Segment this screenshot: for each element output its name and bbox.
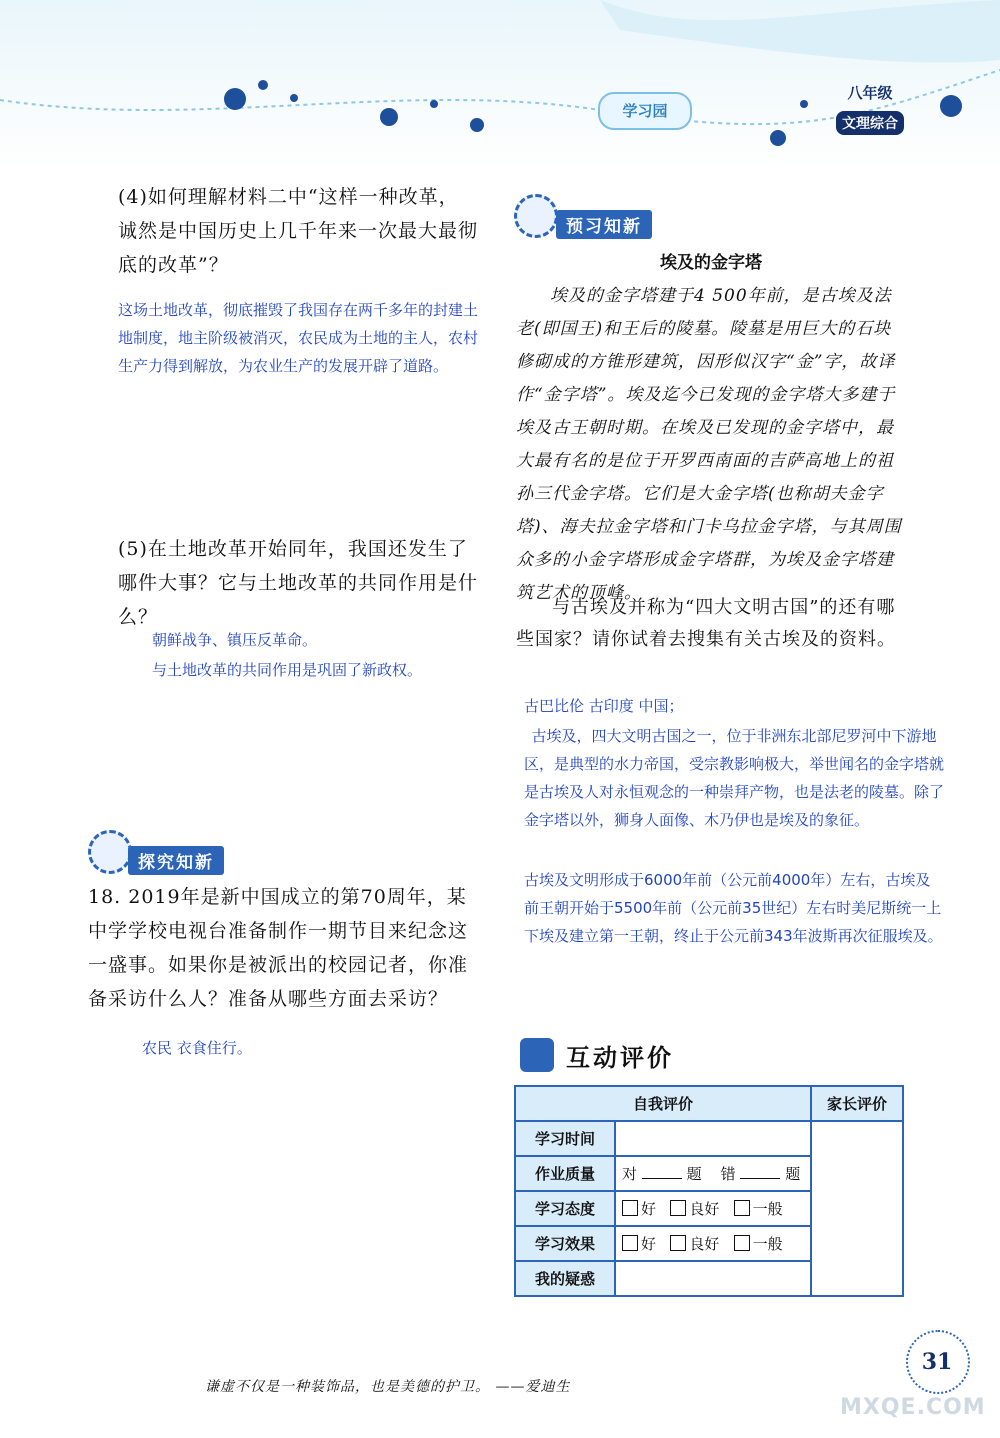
- grade-label: 八年级: [847, 84, 893, 102]
- question-4: (4)如何理解材料二中“这样一种改革，诚然是中国历史上几千年来一次最大最彻底的改革”？: [118, 186, 479, 276]
- study-time-cell[interactable]: [615, 1121, 811, 1156]
- wrong-count-blank[interactable]: [740, 1164, 780, 1179]
- option-good: 好: [641, 1235, 657, 1253]
- correct-count-blank[interactable]: [642, 1164, 682, 1179]
- attitude-normal-checkbox[interactable]: [734, 1200, 750, 1216]
- question-5: (5)在土地改革开始同年，我国还发生了哪件大事？它与土地改革的共同作用是什么？: [118, 538, 479, 628]
- row-label-homework-quality: 作业质量: [515, 1156, 615, 1191]
- homework-quality-cell: [615, 1156, 811, 1191]
- question-4-answer: 这场土地改革，彻底摧毁了我国存在两千多年的封建土地制度，地主阶级被消灭，农民成为土地的主人，农村生产力得到解放，为农业生产的发展开辟了道路。: [118, 301, 479, 375]
- article-paragraph-2: 与古埃及并称为“四大文明古国”的还有哪些国家？请你试着去搜集有关古埃及的资料。: [516, 597, 896, 650]
- question-18-answer: 农民 衣食住行。: [142, 1039, 252, 1057]
- decor-dot: [800, 100, 808, 108]
- question-5-answer-line-1: 朝鲜战争、镇压反革命。: [152, 631, 318, 649]
- series-logo: 学习园: [598, 92, 692, 130]
- decor-dot: [770, 130, 786, 146]
- explore-icon: [88, 830, 132, 874]
- decor-dot: [258, 80, 268, 90]
- correct-label: 对: [622, 1165, 638, 1183]
- row-label-effect: 学习效果: [515, 1226, 615, 1261]
- effect-fine-checkbox[interactable]: [670, 1235, 686, 1251]
- self-eval-header: 自我评价: [515, 1086, 811, 1121]
- section-tag-explore: 探究知新: [128, 846, 224, 875]
- parent-eval-header: 家长评价: [811, 1086, 903, 1121]
- decor-dot: [430, 100, 438, 108]
- attitude-good-checkbox[interactable]: [622, 1200, 638, 1216]
- decor-dot: [940, 95, 962, 117]
- watermark: MXQE.COM: [840, 1395, 986, 1420]
- question-label: 题: [785, 1165, 801, 1183]
- row-label-doubts: 我的疑惑: [515, 1261, 615, 1296]
- option-normal: 一般: [752, 1235, 783, 1253]
- option-fine: 良好: [689, 1200, 720, 1218]
- decor-dot: [290, 94, 298, 102]
- decor-dot: [470, 118, 484, 132]
- page-number: 31: [921, 1349, 953, 1375]
- subject-label: 文理综合: [836, 111, 904, 135]
- evaluation-icon: [520, 1038, 554, 1072]
- decor-dot: [224, 88, 246, 110]
- article-paragraph-1: 埃及的金字塔建于4 500年前，是古埃及法老(即国王)和王后的陵墓。陵墓是用巨大的石块修砌成的方锥形建筑，因形似汉字“金”字，故译作“金字塔”。埃及迄今已发现的金字塔大多建于埃及古王朝时期。在埃及已发现的金字塔中，最大最有名的是位于开罗西南面的吉萨高地上的祖孙三代金字塔。它们是大金字塔(也称胡夫金字塔)、海夫拉金字塔和门卡乌拉金字塔，与其周围众多的小金字塔形成金字塔群，为埃及金字塔建筑艺术的顶峰。: [516, 286, 902, 603]
- row-label-study-time: 学习时间: [515, 1121, 615, 1156]
- parent-eval-cell[interactable]: [811, 1121, 903, 1296]
- decor-dot: [380, 108, 398, 126]
- option-fine: 良好: [689, 1235, 720, 1253]
- question-5-answer-line-2: 与土地改革的共同作用是巩固了新政权。: [152, 661, 423, 679]
- grade-badge: [810, 70, 930, 170]
- evaluation-title: 互动评价: [566, 1044, 674, 1072]
- right-answer-line-1: 古巴比伦 古印度 中国；: [524, 697, 684, 715]
- footer-quote: 谦虚不仅是一种装饰品，也是美德的护卫。 ——爱迪生: [205, 1379, 571, 1395]
- option-normal: 一般: [752, 1200, 783, 1218]
- attitude-fine-checkbox[interactable]: [670, 1200, 686, 1216]
- right-answer-paragraph-3: 古埃及文明形成于6000年前（公元前4000年）左右，古埃及前王朝开始于5500年前（公元前35世纪）左右时美尼斯统一上下埃及建立第一王朝，终止于公元前343年波斯再次征服埃及。: [524, 871, 943, 945]
- wrong-label: 错: [720, 1165, 736, 1183]
- attitude-options: [615, 1191, 811, 1226]
- section-tag-preview: 预习知新: [556, 210, 652, 239]
- effect-normal-checkbox[interactable]: [734, 1235, 750, 1251]
- preview-icon: [514, 194, 558, 238]
- right-answer-paragraph-2: 古埃及，四大文明古国之一，位于非洲东北部尼罗河中下游地区，是典型的水力帝国，受宗教影响极大，举世闻名的金字塔就是古埃及人对永恒观念的一种崇拜产物，也是法老的陵墓。除了金字塔以外，狮身人面像、木乃伊也是埃及的象征。: [524, 727, 945, 829]
- effect-options: [615, 1226, 811, 1261]
- evaluation-table: [514, 1085, 904, 1297]
- question-18: 18. 2019年是新中国成立的第70周年，某中学学校电视台准备制作一期节目来纪念这一盛事。如果你是被派出的校园记者，你准备采访什么人？准备从哪些方面去采访？: [88, 886, 469, 1010]
- option-good: 好: [641, 1200, 657, 1218]
- article-title: 埃及的金字塔: [660, 253, 762, 273]
- doubts-cell[interactable]: [615, 1261, 811, 1296]
- row-label-attitude: 学习态度: [515, 1191, 615, 1226]
- effect-good-checkbox[interactable]: [622, 1235, 638, 1251]
- question-label: 题: [686, 1165, 702, 1183]
